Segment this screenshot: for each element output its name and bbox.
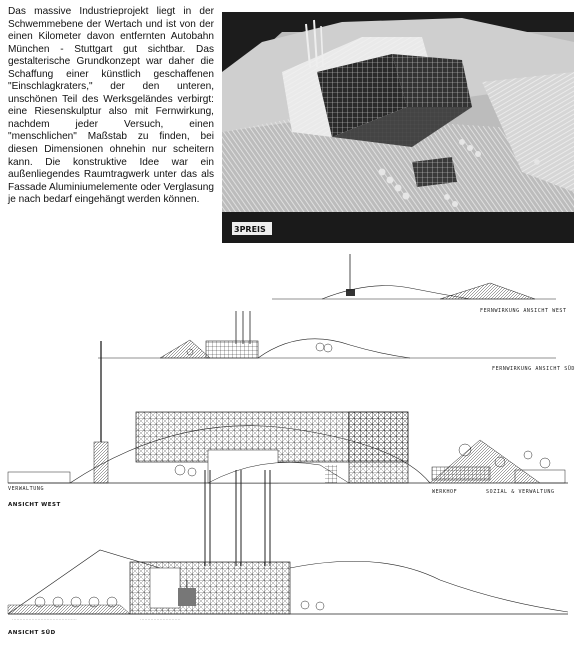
model-sign-label: 3PREIS [234,225,266,234]
label-ansicht-sued: ANSICHT SÜD [8,630,56,636]
ansicht-sued-elevation [8,470,568,636]
article-text-column [8,6,214,207]
fernwirkung-west-elevation [272,254,567,314]
label-fernwirkung-sued: FERNWIRKUNG ANSICHT SÜD [492,366,576,372]
elevation-drawings [0,250,576,650]
model-photo [222,12,574,243]
model-photo-illustration [222,12,574,243]
elevation-drawings-svg [0,250,576,650]
ansicht-west-elevation [8,341,568,508]
label-werkhof: WERKHOF [432,489,458,495]
label-sozial-verwaltung: SOZIAL & VERWALTUNG [486,489,555,495]
svg-text:······························: ··········································· [12,618,77,621]
label-fernwirkung-west: FERNWIRKUNG ANSICHT WEST [480,308,567,314]
label-ansicht-west: ANSICHT WEST [8,502,61,508]
article-paragraph: Das massive Industrieprojekt liegt in der Schwemmebene der Wertach und ist von der einen Kilometer davon entfernten Autobahn München - Stuttgart gut sichtbar. Das gestalterische Grundkonzept war daher die Schaffung einer künstlich geschaffenen "Einschlagkraters," der den unteren, unschönen Teil des Werksgeländes verbirgt: eine Riesenskulptur also mit Fernwirkung, nachdem jeder Versuch, einen "menschlichen" Maßstab zu finden, bei diesen Dimensionen ohnehin nur scheitern kann. Die konstruktive Idee war ein außenliegendes Raumtragwerk unter das als Fassade Aluminiumelemente oder Verglasung je nach bedarf eingehängt werden können. [8,6,214,206]
fernwirkung-sued-elevation [98,311,575,372]
svg-text:···························: ··························· [140,618,181,621]
label-verwaltung: VERWALTUNG [8,486,45,492]
